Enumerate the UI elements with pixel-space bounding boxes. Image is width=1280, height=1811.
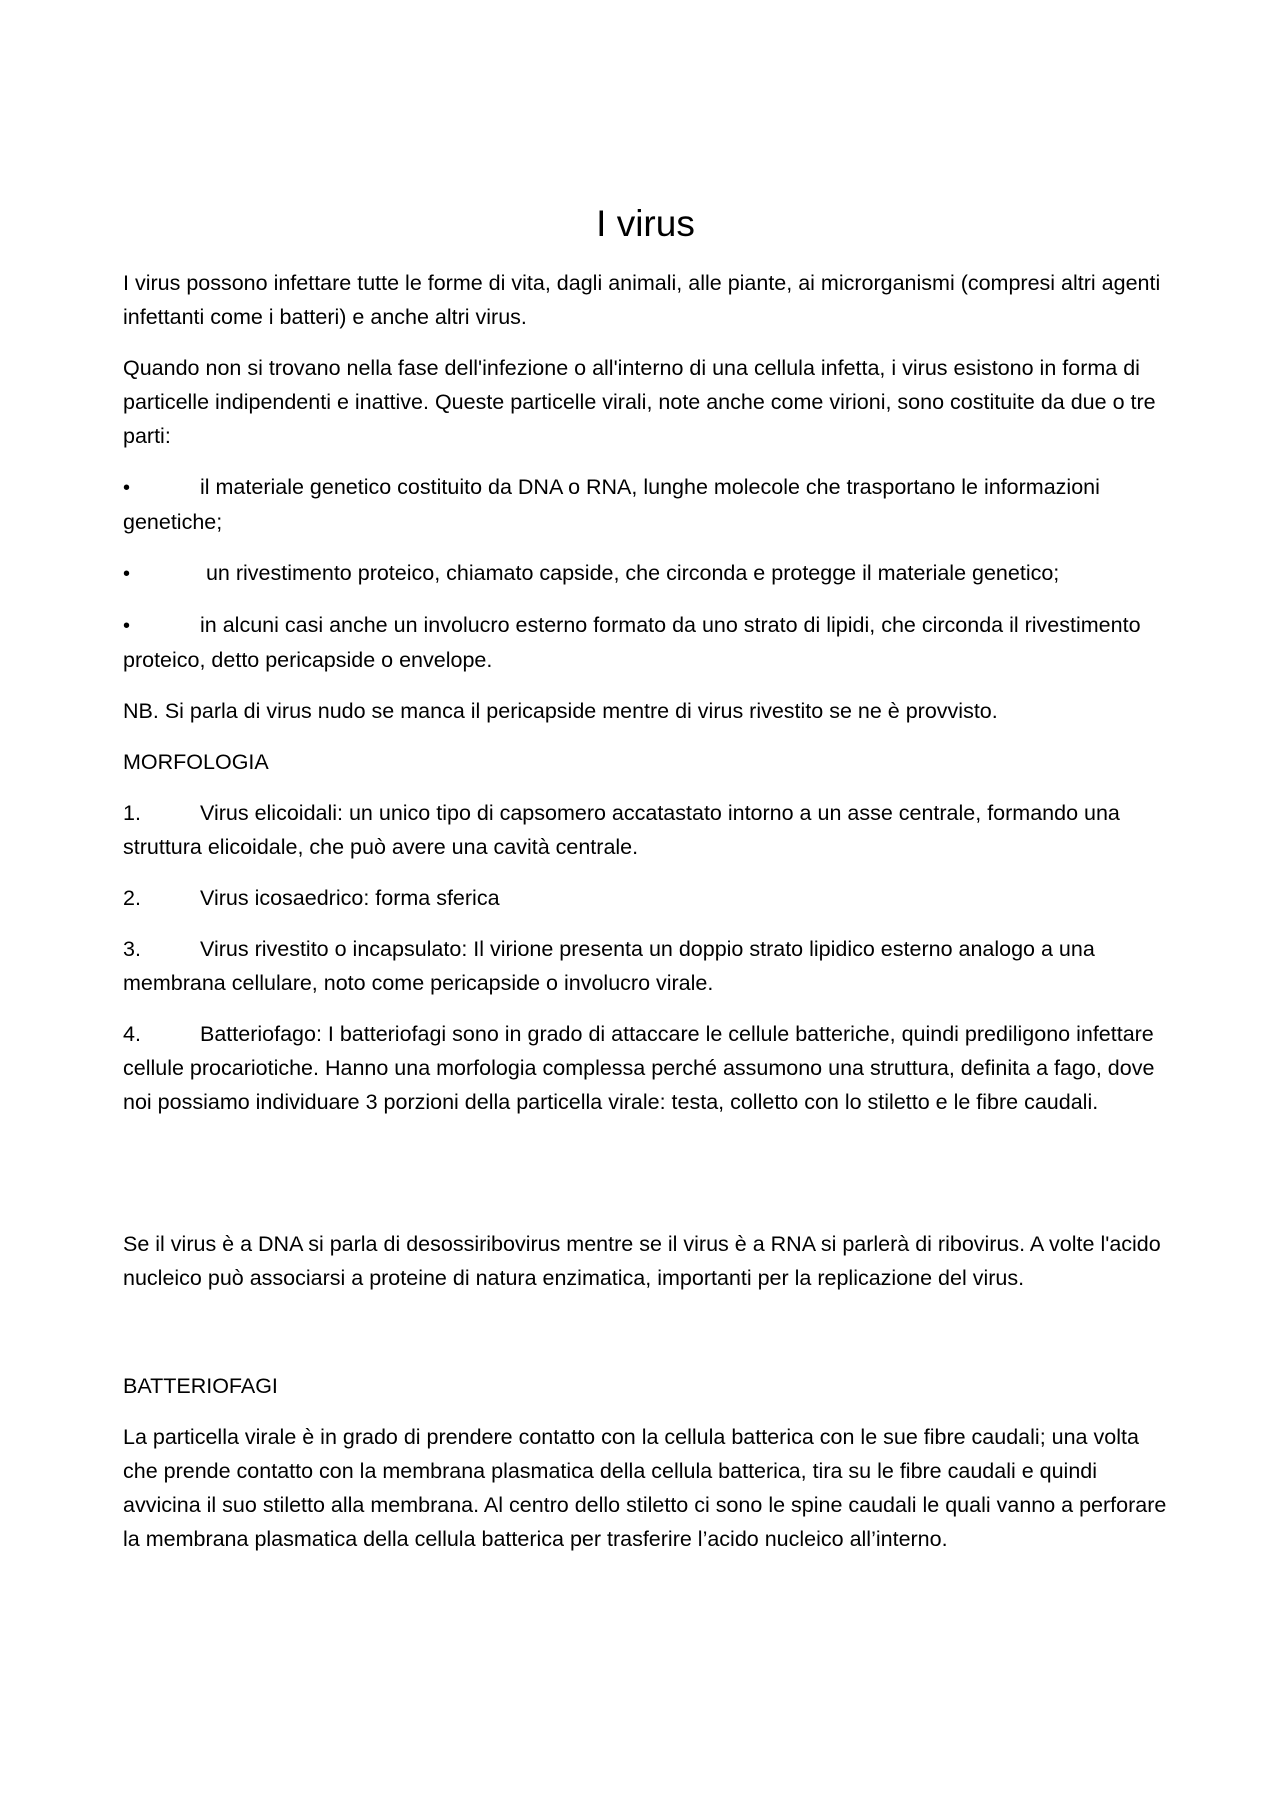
bullet-marker: •	[123, 615, 131, 637]
morphology-item: 4. Batteriofago: I batteriofagi sono in grado di attaccare le cellule batteriche, quindi prediligono infettare cellule procariotiche. Hanno una morfologia complessa perché assumono una struttura, definita a fago, dove noi possiamo individuare 3 porzioni della particella virale: testa, colletto con lo stiletto e le fibre caudali.	[123, 1017, 1168, 1119]
spacer	[123, 1136, 1168, 1227]
note-paragraph: NB. Si parla di virus nudo se manca il pericapside mentre di virus rivestito se ne è provvisto.	[123, 699, 998, 723]
bacteriophage-paragraph: La particella virale è in grado di prendere contatto con la cellula batterica con le sue fibre caudali; una volta che prende contatto con la membrana plasmatica della cellula batterica, tira su le fibre caudali e quindi avvicina il suo stiletto alla membrana. Al centro dello stiletto ci sono le spine caudali le quali vanno a perforare la membrana plasmatica della cellula batterica per trasferire l’acido nucleico all’interno.	[123, 1425, 1167, 1551]
document-title: I virus	[596, 203, 695, 244]
morphology-heading: MORFOLOGIA	[123, 750, 269, 774]
morphology-item: 2. Virus icosaedrico: forma sferica	[123, 881, 1168, 915]
document-page	[123, 200, 1168, 1573]
bacteriophage-heading: BATTERIOFAGI	[123, 1374, 278, 1398]
bullet-item: • il materiale genetico costituito da DNA o RNA, lunghe molecole che trasportano le informazioni genetiche;	[123, 470, 1168, 539]
bullet-item: • un rivestimento proteico, chiamato capside, che circonda e protegge il materiale genetico;	[123, 556, 1168, 591]
nucleic-acid-paragraph: Se il virus è a DNA si parla di desossiribovirus mentre se il virus è a RNA si parlerà di ribovirus. A volte l'acido nucleico può associarsi a proteine di natura enzimatica, importanti per la replicazione del virus.	[123, 1232, 1161, 1290]
intro-paragraph: I virus possono infettare tutte le forme di vita, dagli animali, alle piante, ai microrganismi (compresi altri agenti infettanti come i batteri) e anche altri virus.	[123, 271, 1161, 329]
morphology-item: 3. Virus rivestito o incapsulato: Il virione presenta un doppio strato lipidico esterno analogo a una membrana cellulare, noto come pericapside o involucro virale.	[123, 932, 1168, 1000]
bullet-marker: •	[123, 563, 131, 585]
spacer	[123, 1312, 1168, 1369]
bullet-item: • in alcuni casi anche un involucro esterno formato da uno strato di lipidi, che circonda il rivestimento proteico, detto pericapside o envelope.	[123, 608, 1168, 677]
morphology-item: 1. Virus elicoidali: un unico tipo di capsomero accatastato intorno a un asse centrale, formando una struttura elicoidale, che può avere una cavità centrale.	[123, 796, 1168, 864]
item-number: 2.	[123, 886, 141, 910]
item-number: 3.	[123, 937, 141, 961]
bullet-marker: •	[123, 477, 131, 499]
item-number: 4.	[123, 1022, 141, 1046]
item-number: 1.	[123, 801, 141, 825]
description-paragraph: Quando non si trovano nella fase dell'infezione o all'interno di una cellula infetta, i virus esistono in forma di particelle indipendenti e inattive. Queste particelle virali, note anche come virioni, sono costituite da due o tre parti:	[123, 356, 1156, 448]
